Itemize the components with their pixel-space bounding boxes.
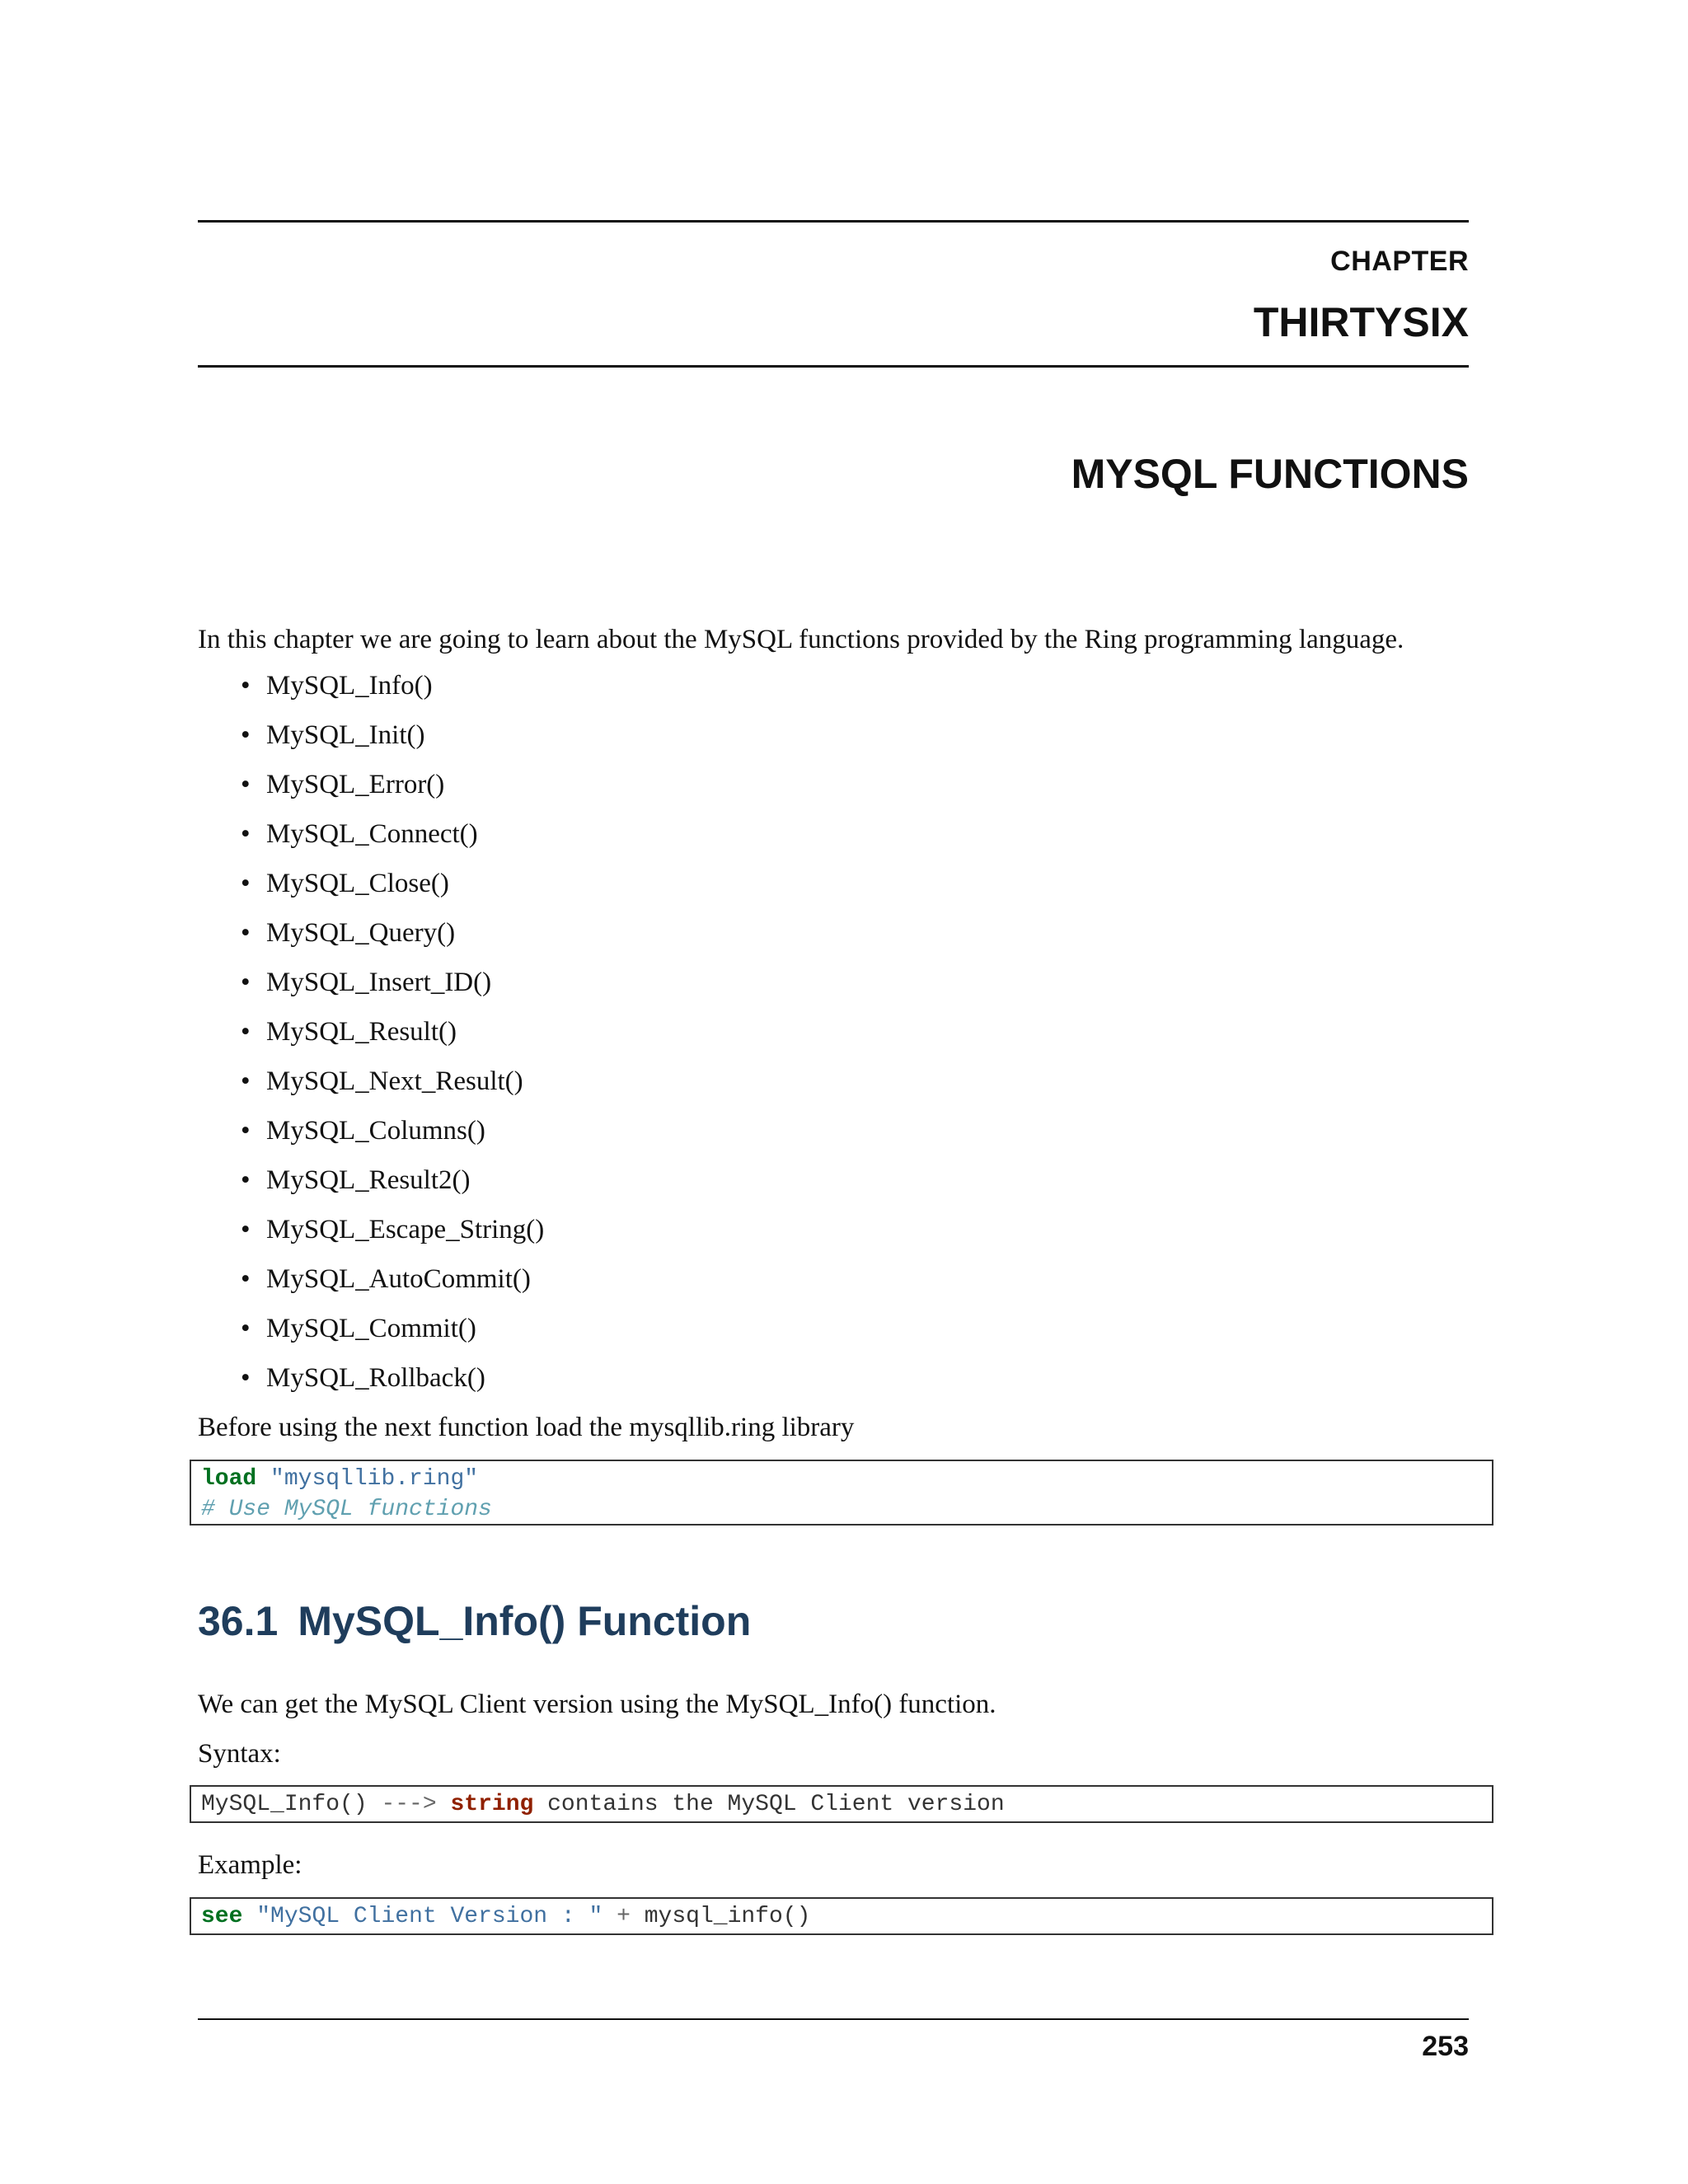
function-name: MySQL_Query()	[266, 918, 456, 948]
chapter-title: MYSQL FUNCTIONS	[1071, 451, 1469, 497]
bullet-icon: •	[241, 918, 251, 948]
function-name: MySQL_Commit()	[266, 1314, 476, 1343]
load-instruction: Before using the next function load the mysqllib.ring library	[198, 1413, 855, 1442]
list-item	[198, 1213, 544, 1263]
bullet-icon: •	[241, 1314, 251, 1343]
list-item	[198, 867, 544, 916]
code-operator: +	[617, 1904, 631, 1929]
code-description: contains the MySQL Client version	[547, 1792, 1005, 1817]
list-item	[198, 1015, 544, 1065]
syntax-code-block	[190, 1785, 1493, 1823]
function-name: MySQL_Result()	[266, 1017, 457, 1047]
section-number: 36.1	[198, 1598, 279, 1644]
function-list	[198, 669, 544, 1411]
section-heading	[198, 1597, 751, 1645]
function-name: MySQL_Init()	[266, 720, 425, 750]
intro-paragraph: In this chapter we are going to learn about the MySQL functions provided by the Ring programming language.	[198, 625, 1404, 654]
bullet-icon: •	[241, 1165, 251, 1195]
function-name: MySQL_Escape_String()	[266, 1215, 545, 1244]
bullet-icon: •	[241, 819, 251, 849]
code-call: MySQL_Info()	[201, 1792, 368, 1817]
syntax-label: Syntax:	[198, 1739, 281, 1769]
code-string-version: "MySQL Client Version : "	[256, 1904, 603, 1929]
section-description: We can get the MySQL Client version using the MySQL_Info() function.	[198, 1690, 996, 1719]
function-name: MySQL_Result2()	[266, 1165, 471, 1195]
function-name: MySQL_Error()	[266, 770, 445, 799]
bullet-icon: •	[241, 1363, 251, 1393]
bullet-icon: •	[241, 968, 251, 997]
list-item	[198, 719, 544, 768]
function-name: MySQL_Next_Result()	[266, 1066, 523, 1096]
function-name: MySQL_Close()	[266, 869, 449, 898]
list-item	[198, 1263, 544, 1312]
bullet-icon: •	[241, 770, 251, 799]
code-keyword-see: see	[201, 1904, 243, 1929]
section-title: MySQL_Info() Function	[298, 1598, 752, 1644]
bullet-icon: •	[241, 869, 251, 898]
function-name: MySQL_Connect()	[266, 819, 478, 849]
chapter-bottom-rule	[198, 365, 1469, 368]
list-item	[198, 1312, 544, 1361]
list-item	[198, 768, 544, 818]
page-number: 253	[1422, 2031, 1469, 2062]
code-keyword-load: load	[201, 1466, 257, 1492]
chapter-label: CHAPTER	[1330, 246, 1469, 277]
code-string-library: "mysqllib.ring"	[270, 1466, 479, 1492]
bullet-icon: •	[241, 1264, 251, 1294]
footer-rule	[198, 2018, 1469, 2020]
code-comment: # Use MySQL functions	[201, 1497, 492, 1522]
bullet-icon: •	[241, 720, 251, 750]
example-code-block	[190, 1897, 1493, 1935]
list-item	[198, 669, 544, 719]
list-item	[198, 1361, 544, 1411]
function-name: MySQL_Columns()	[266, 1116, 485, 1146]
chapter-number: THIRTYSIX	[1253, 299, 1469, 345]
list-item	[198, 1114, 544, 1164]
bullet-icon: •	[241, 1066, 251, 1096]
list-item	[198, 1164, 544, 1213]
bullet-icon: •	[241, 1215, 251, 1244]
function-name: MySQL_AutoCommit()	[266, 1264, 531, 1294]
function-name: MySQL_Rollback()	[266, 1363, 485, 1393]
function-name: MySQL_Info()	[266, 671, 433, 701]
list-item	[198, 1065, 544, 1114]
bullet-icon: •	[241, 671, 251, 701]
code-arrow: --->	[381, 1792, 437, 1817]
function-name: MySQL_Insert_ID()	[266, 968, 492, 997]
list-item	[198, 818, 544, 867]
load-code-block	[190, 1460, 1493, 1526]
bullet-icon: •	[241, 1017, 251, 1047]
list-item	[198, 966, 544, 1015]
code-function-call: mysql_info()	[644, 1904, 811, 1929]
bullet-icon: •	[241, 1116, 251, 1146]
list-item	[198, 916, 544, 966]
example-label: Example:	[198, 1850, 302, 1880]
code-type: string	[450, 1792, 534, 1817]
chapter-top-rule	[198, 220, 1469, 223]
